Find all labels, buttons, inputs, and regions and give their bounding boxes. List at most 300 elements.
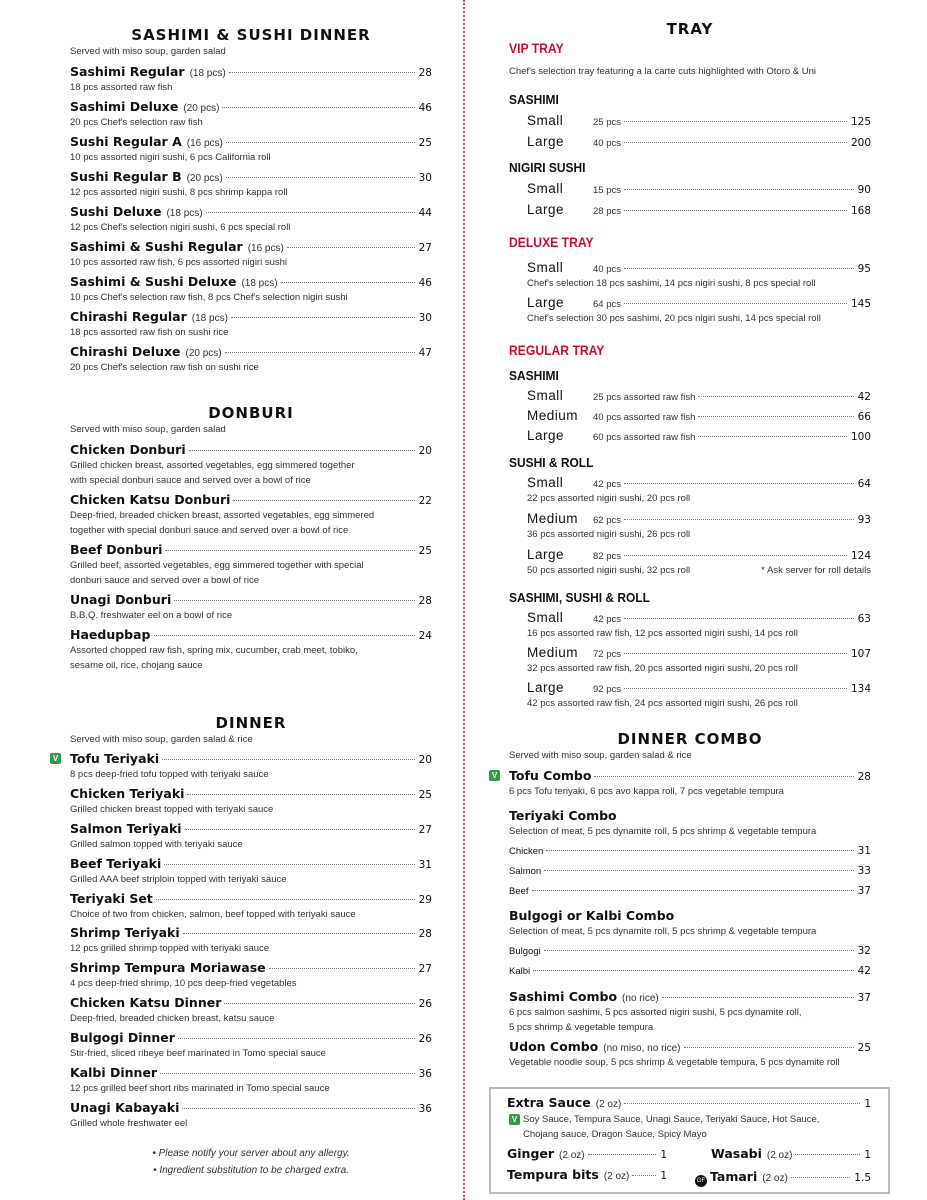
item-qty: (18 pcs) bbox=[166, 208, 203, 219]
regular-sashimi-heading: SASHIMI bbox=[509, 368, 559, 383]
item-price: 1 bbox=[660, 1170, 667, 1182]
option-price: 42 bbox=[857, 965, 871, 977]
item-price: 25 bbox=[857, 1042, 871, 1054]
leader-dots bbox=[281, 282, 415, 283]
leader-dots bbox=[164, 864, 414, 865]
leader-dots bbox=[795, 1154, 860, 1155]
item-price: 1 bbox=[864, 1098, 871, 1110]
item-desc-row bbox=[527, 563, 871, 578]
item-desc: Grilled chicken breast, assorted vegetables, egg simmered together bbox=[70, 460, 355, 471]
menu-item bbox=[70, 274, 432, 305]
item-price: 25 bbox=[418, 545, 432, 557]
leader-dots bbox=[178, 1038, 415, 1039]
item-price: 100 bbox=[850, 431, 871, 443]
item-qty: (18 pcs) bbox=[189, 68, 226, 79]
item-desc: 12 pcs assorted nigiri sushi, 8 pcs shrimp kappa roll bbox=[70, 187, 288, 198]
item-qty: (16 pcs) bbox=[247, 243, 284, 254]
item-desc: 10 pcs assorted raw fish, 6 pcs assorted nigiri sushi bbox=[70, 257, 288, 268]
item-desc: 4 pcs deep-fried shrimp, 10 pcs deep-fried vegetables bbox=[70, 978, 297, 989]
menu-item bbox=[70, 99, 432, 130]
menu-item bbox=[70, 542, 432, 588]
item-name: Large bbox=[527, 428, 565, 443]
menu-item bbox=[70, 239, 432, 270]
leader-dots bbox=[698, 396, 853, 397]
tray-item bbox=[527, 428, 871, 443]
item-qty: 25 pcs bbox=[593, 117, 621, 128]
item-price: 124 bbox=[850, 550, 871, 562]
item-name: Sushi Regular B bbox=[70, 169, 182, 184]
item-desc: B.B.Q. freshwater eel on a bowl of rice bbox=[70, 610, 233, 621]
leader-dots bbox=[185, 829, 415, 830]
item-desc: 12 pcs grilled shrimp topped with teriyaki sauce bbox=[70, 943, 270, 954]
item-price: 20 bbox=[418, 445, 432, 457]
item-price: 46 bbox=[418, 277, 432, 289]
item-name: Extra Sauce bbox=[507, 1095, 591, 1110]
item-name: Sushi Deluxe bbox=[70, 204, 162, 219]
item-name: Medium bbox=[527, 645, 579, 660]
item-desc: 10 pcs assorted nigiri sushi, 6 pcs California roll bbox=[70, 152, 271, 163]
item-price: 36 bbox=[418, 1068, 432, 1080]
item-name: Tofu Teriyaki bbox=[70, 751, 160, 766]
item-price: 27 bbox=[418, 242, 432, 254]
item-price: 28 bbox=[418, 595, 432, 607]
tray-item bbox=[527, 680, 871, 711]
section-title-combo: DINNER COMBO bbox=[617, 730, 763, 748]
tray-item bbox=[527, 113, 871, 128]
menu-item bbox=[70, 592, 432, 623]
leader-dots bbox=[588, 1154, 657, 1155]
tray-item bbox=[527, 134, 871, 149]
item-price: 42 bbox=[857, 391, 871, 403]
leader-dots bbox=[160, 1073, 415, 1074]
option-price: 37 bbox=[857, 885, 871, 897]
item-price: 28 bbox=[418, 928, 432, 940]
item-name: Chirashi Deluxe bbox=[70, 344, 181, 359]
item-qty: (20 pcs) bbox=[185, 348, 222, 359]
item-desc: Assorted chopped raw fish, spring mix, cucumber, crab meet, tobiko, bbox=[70, 645, 358, 656]
item-desc: 18 pcs assorted raw fish on sushi rice bbox=[70, 327, 229, 338]
item-desc: Choice of two from chicken, salmon, beef topped with teriyaki sauce bbox=[70, 909, 356, 920]
item-price: 36 bbox=[418, 1103, 432, 1115]
roll-note: * Ask server for roll details bbox=[761, 565, 871, 576]
item-desc: Grilled salmon topped with teriyaki sauce bbox=[70, 839, 243, 850]
leader-dots bbox=[189, 450, 415, 451]
item-qty: (2 oz) bbox=[559, 1150, 585, 1161]
extra-wasabi bbox=[711, 1146, 871, 1161]
item-name: Sashimi Deluxe bbox=[70, 99, 179, 114]
menu-item bbox=[70, 821, 432, 852]
extras-box bbox=[489, 1087, 890, 1194]
menu-item bbox=[70, 204, 432, 235]
menu-item bbox=[70, 344, 432, 375]
leader-dots bbox=[174, 600, 414, 601]
leader-dots bbox=[162, 759, 415, 760]
tray-item bbox=[527, 475, 871, 506]
item-qty: 40 pcs bbox=[593, 264, 621, 275]
item-price: 107 bbox=[850, 648, 871, 660]
leader-dots bbox=[183, 933, 415, 934]
item-price: 95 bbox=[857, 263, 871, 275]
menu-item bbox=[70, 64, 432, 95]
item-price: 1 bbox=[660, 1149, 667, 1161]
item-desc: Vegetable noodle soup, 5 pcs shrimp & vegetable tempura, 5 pcs dynamite roll bbox=[509, 1057, 840, 1068]
leader-dots bbox=[624, 303, 847, 304]
item-name: Small bbox=[527, 388, 564, 403]
item-price: 200 bbox=[850, 137, 871, 149]
menu-item bbox=[52, 751, 432, 782]
item-desc: Grilled whole freshwater eel bbox=[70, 1118, 188, 1129]
item-desc: donburi sauce and served over a bowl of rice bbox=[70, 575, 260, 586]
item-price: 125 bbox=[850, 116, 871, 128]
item-price: 26 bbox=[418, 998, 432, 1010]
item-qty: (18 pcs) bbox=[241, 278, 278, 289]
option-name: Kalbi bbox=[509, 966, 531, 977]
item-desc: Deep-fried, breaded chicken breast, assorted vegetables, egg simmered bbox=[70, 510, 375, 521]
leader-dots bbox=[187, 794, 414, 795]
item-qty: 82 pcs bbox=[593, 551, 621, 562]
menu-item bbox=[70, 856, 432, 887]
item-name: Bulgogi Dinner bbox=[70, 1030, 175, 1045]
option-price: 32 bbox=[857, 945, 871, 957]
leader-dots bbox=[222, 107, 414, 108]
item-price: 145 bbox=[850, 298, 871, 310]
vip-tray-heading: VIP TRAY bbox=[509, 41, 564, 56]
item-name: Small bbox=[527, 260, 564, 275]
combo-option bbox=[509, 845, 871, 857]
option-price: 31 bbox=[857, 845, 871, 857]
item-desc: Deep-fried, breaded chicken breast, katsu sauce bbox=[70, 1013, 275, 1024]
item-price: 168 bbox=[850, 205, 871, 217]
item-price: 37 bbox=[857, 992, 871, 1004]
combo-option bbox=[509, 865, 871, 877]
item-qty: 42 pcs bbox=[593, 479, 621, 490]
leader-dots bbox=[532, 890, 854, 891]
menu-item bbox=[509, 989, 871, 1035]
section-subtitle: Served with miso soup, garden salad bbox=[70, 46, 226, 57]
item-qty: (2 oz) bbox=[603, 1171, 630, 1182]
section-subtitle: Served with miso soup, garden salad bbox=[70, 424, 226, 435]
leader-dots bbox=[206, 212, 415, 213]
combo-option bbox=[509, 885, 871, 897]
combo-option bbox=[509, 965, 871, 977]
item-qty: 42 pcs bbox=[593, 614, 621, 625]
leader-dots bbox=[624, 210, 847, 211]
item-price: 44 bbox=[418, 207, 432, 219]
item-price: 26 bbox=[418, 1033, 432, 1045]
option-name: Chicken bbox=[509, 846, 544, 857]
item-name: Udon Combo bbox=[509, 1039, 599, 1054]
menu-item bbox=[70, 134, 432, 165]
item-name: Large bbox=[527, 202, 565, 217]
item-name: Large bbox=[527, 295, 565, 310]
item-qty: 40 pcs bbox=[593, 138, 621, 149]
item-qty: 60 pcs assorted raw fish bbox=[593, 432, 696, 443]
item-name: Chicken Katsu Donburi bbox=[70, 492, 231, 507]
sauce-list: Chojang sauce, Dragon Sauce, Spicy Mayo bbox=[523, 1129, 707, 1140]
leader-dots bbox=[544, 870, 853, 871]
leader-dots bbox=[233, 500, 414, 501]
item-name: Sashimi Combo bbox=[509, 989, 618, 1004]
tray-item bbox=[527, 388, 871, 403]
leader-dots bbox=[182, 1108, 414, 1109]
item-price: 31 bbox=[418, 859, 432, 871]
item-desc: 20 pcs Chef's selection raw fish bbox=[70, 117, 203, 128]
item-price: 30 bbox=[418, 172, 432, 184]
menu-item bbox=[70, 442, 432, 488]
leader-dots bbox=[624, 142, 847, 143]
item-qty: (18 pcs) bbox=[191, 313, 228, 324]
leader-dots bbox=[632, 1175, 656, 1176]
item-qty: 92 pcs bbox=[593, 684, 621, 695]
leader-dots bbox=[624, 121, 847, 122]
item-desc: with special donburi sauce and served over a bowl of rice bbox=[70, 475, 311, 486]
item-qty: 40 pcs assorted raw fish bbox=[593, 412, 696, 423]
item-price: 25 bbox=[418, 789, 432, 801]
option-price: 33 bbox=[857, 865, 871, 877]
item-desc: Stir-fried, sliced ribeye beef marinated in Tomo special sauce bbox=[70, 1048, 326, 1059]
option-name: Salmon bbox=[509, 866, 542, 877]
tray-item bbox=[527, 610, 871, 641]
item-qty: 25 pcs assorted raw fish bbox=[593, 392, 696, 403]
item-price: 29 bbox=[418, 894, 432, 906]
vip-nigiri-heading: NIGIRI SUSHI bbox=[509, 160, 586, 175]
menu-item bbox=[70, 1030, 432, 1061]
menu-item bbox=[70, 627, 432, 673]
tray-item bbox=[527, 202, 871, 217]
item-name: Unagi Donburi bbox=[70, 592, 172, 607]
item-desc: Selection of meat, 5 pcs dynamite roll, 5 pcs shrimp & vegetable tempura bbox=[509, 826, 817, 837]
item-price: 28 bbox=[857, 771, 871, 783]
tray-item bbox=[527, 547, 871, 578]
item-desc: 8 pcs deep-fried tofu topped with teriyaki sauce bbox=[70, 769, 269, 780]
item-desc: 22 pcs assorted nigiri sushi, 20 pcs roll bbox=[527, 493, 691, 504]
vegetarian-icon: V bbox=[489, 770, 500, 781]
item-name: Small bbox=[527, 475, 564, 490]
item-price: 22 bbox=[418, 495, 432, 507]
item-price: 64 bbox=[857, 478, 871, 490]
item-desc: together with special donburi sauce and served over a bowl of rice bbox=[70, 525, 349, 536]
leader-dots bbox=[165, 550, 414, 551]
item-desc: Grilled AAA beef striploin topped with teriyaki sauce bbox=[70, 874, 287, 885]
item-name: Small bbox=[527, 113, 564, 128]
leader-dots bbox=[624, 189, 854, 190]
item-price: 93 bbox=[857, 514, 871, 526]
extra-tamari bbox=[695, 1169, 871, 1186]
item-qty: 72 pcs bbox=[593, 649, 621, 660]
item-price: 90 bbox=[857, 184, 871, 196]
leader-dots bbox=[156, 899, 415, 900]
leader-dots bbox=[662, 997, 854, 998]
menu-item bbox=[70, 1100, 432, 1131]
section-title-sashimi-sushi: SASHIMI & SUSHI DINNER bbox=[131, 26, 371, 44]
vip-tray-desc: Chef's selection tray featuring a la carte cuts highlighted with Otoro & Uni bbox=[509, 66, 817, 77]
item-name: Salmon Teriyaki bbox=[70, 821, 182, 836]
leader-dots bbox=[624, 483, 854, 484]
leader-dots bbox=[624, 1103, 860, 1104]
item-desc: 12 pcs grilled beef short ribs marinated in Tomo special sauce bbox=[70, 1083, 330, 1094]
menu-item bbox=[70, 891, 432, 922]
item-price: 28 bbox=[418, 67, 432, 79]
item-name: Sashimi Regular bbox=[70, 64, 185, 79]
item-price: 30 bbox=[418, 312, 432, 324]
section-subtitle: Served with miso soup, garden salad & rice bbox=[509, 750, 692, 761]
item-desc: 50 pcs assorted nigiri sushi, 32 pcs roll bbox=[527, 565, 691, 576]
item-desc: Grilled chicken breast topped with teriyaki sauce bbox=[70, 804, 274, 815]
gluten-free-icon: GF bbox=[695, 1175, 707, 1187]
leader-dots bbox=[624, 519, 854, 520]
item-name: Sushi Regular A bbox=[70, 134, 182, 149]
item-price: 1.5 bbox=[854, 1172, 871, 1184]
item-name: Haedupbap bbox=[70, 627, 151, 642]
combo-option bbox=[509, 945, 871, 957]
item-name: Bulgogi or Kalbi Combo bbox=[509, 908, 675, 923]
leader-dots bbox=[546, 850, 853, 851]
item-qty: 28 pcs bbox=[593, 206, 621, 217]
leader-dots bbox=[624, 555, 847, 556]
item-qty: (no miso, no rice) bbox=[603, 1043, 681, 1054]
section-title-donburi: DONBURI bbox=[208, 404, 294, 422]
item-name: Unagi Kabayaki bbox=[70, 1100, 180, 1115]
menu-item bbox=[70, 925, 432, 956]
sauce-list: Soy Sauce, Tempura Sauce, Unagi Sauce, Teriyaki Sauce, Hot Sauce, bbox=[523, 1114, 820, 1125]
deluxe-tray-heading: DELUXE TRAY bbox=[509, 235, 594, 250]
item-name: Chicken Katsu Dinner bbox=[70, 995, 222, 1010]
item-name: Kalbi Dinner bbox=[70, 1065, 158, 1080]
item-name: Chicken Teriyaki bbox=[70, 786, 185, 801]
menu-item bbox=[491, 768, 871, 799]
section-title-tray: TRAY bbox=[666, 20, 714, 38]
leader-dots bbox=[229, 72, 415, 73]
extra-tempura-bits bbox=[507, 1167, 667, 1182]
menu-item bbox=[509, 908, 871, 939]
item-price: 1 bbox=[864, 1149, 871, 1161]
item-name: Small bbox=[527, 610, 564, 625]
item-qty: 64 pcs bbox=[593, 299, 621, 310]
item-name: Shrimp Tempura Moriawase bbox=[70, 960, 266, 975]
extra-sauce bbox=[507, 1095, 871, 1110]
section-title-dinner: DINNER bbox=[215, 714, 287, 732]
leader-dots bbox=[624, 618, 854, 619]
tray-item bbox=[527, 181, 871, 196]
leader-dots bbox=[594, 776, 853, 777]
item-desc: 36 pcs assorted nigiri sushi, 26 pcs roll bbox=[527, 529, 691, 540]
column-divider bbox=[463, 0, 465, 1200]
item-price: 134 bbox=[850, 683, 871, 695]
menu-item bbox=[70, 169, 432, 200]
item-name: Tofu Combo bbox=[509, 768, 592, 783]
tray-item bbox=[527, 645, 871, 676]
menu-item bbox=[70, 960, 432, 991]
ssr-heading: SASHIMI, SUSHI & ROLL bbox=[509, 590, 650, 605]
leader-dots bbox=[791, 1177, 850, 1178]
leader-dots bbox=[231, 317, 415, 318]
item-name: Teriyaki Combo bbox=[509, 808, 617, 823]
item-name: Ginger bbox=[507, 1146, 555, 1161]
item-desc: 42 pcs assorted raw fish, 24 pcs assorted nigiri sushi, 26 pcs roll bbox=[527, 698, 798, 709]
item-name: Tamari bbox=[710, 1169, 758, 1184]
tray-item bbox=[527, 295, 871, 326]
item-price: 24 bbox=[418, 630, 432, 642]
item-desc: 12 pcs Chef's selection nigiri sushi, 6 pcs special roll bbox=[70, 222, 291, 233]
tray-item bbox=[527, 260, 871, 291]
leader-dots bbox=[224, 1003, 414, 1004]
item-qty: (2 oz) bbox=[762, 1173, 788, 1184]
sushi-roll-heading: SUSHI & ROLL bbox=[509, 455, 594, 470]
leader-dots bbox=[698, 416, 853, 417]
item-name: Sashimi & Sushi Regular bbox=[70, 239, 243, 254]
menu-item bbox=[509, 1039, 871, 1070]
regular-tray-heading: REGULAR TRAY bbox=[509, 343, 605, 358]
menu-item bbox=[509, 808, 871, 839]
leader-dots bbox=[698, 436, 847, 437]
item-name: Teriyaki Set bbox=[70, 891, 153, 906]
item-price: 27 bbox=[418, 824, 432, 836]
item-desc: 6 pcs Tofu teriyaki, 6 pcs avo kappa roll, 7 pcs vegetable tempura bbox=[509, 786, 784, 797]
item-desc: Grilled beef, assorted vegetables, egg simmered together with special bbox=[70, 560, 364, 571]
tray-item bbox=[527, 511, 871, 542]
item-desc: sesame oil, rice, chojang sauce bbox=[70, 660, 203, 671]
tray-item bbox=[527, 408, 871, 423]
item-desc: 5 pcs shrimp & vegetable tempura bbox=[509, 1022, 654, 1033]
item-price: 46 bbox=[418, 102, 432, 114]
item-qty: (16 pcs) bbox=[186, 138, 223, 149]
leader-dots bbox=[684, 1047, 854, 1048]
option-name: Bulgogi bbox=[509, 946, 541, 957]
allergy-note: • Please notify your server about any allergy. bbox=[152, 1148, 350, 1159]
item-price: 63 bbox=[857, 613, 871, 625]
item-price: 25 bbox=[418, 137, 432, 149]
leader-dots bbox=[287, 247, 415, 248]
item-desc: 10 pcs Chef's selection raw fish, 8 pcs Chef's selection nigiri sushi bbox=[70, 292, 348, 303]
item-price: 66 bbox=[857, 411, 871, 423]
menu-item bbox=[70, 1065, 432, 1096]
leader-dots bbox=[624, 688, 847, 689]
item-desc: 6 pcs salmon sashimi, 5 pcs assorted nigiri sushi, 5 pcs dynamite roll, bbox=[509, 1007, 802, 1018]
leader-dots bbox=[544, 950, 854, 951]
item-name: Sashimi & Sushi Deluxe bbox=[70, 274, 237, 289]
item-name: Wasabi bbox=[711, 1146, 762, 1161]
leader-dots bbox=[624, 268, 854, 269]
menu-item bbox=[70, 492, 432, 538]
item-qty: (2 oz) bbox=[595, 1099, 622, 1110]
leader-dots bbox=[269, 968, 415, 969]
item-name: Large bbox=[527, 547, 565, 562]
item-qty: (2 oz) bbox=[766, 1150, 793, 1161]
extra-ginger bbox=[507, 1146, 667, 1161]
leader-dots bbox=[226, 177, 415, 178]
item-name: Beef Teriyaki bbox=[70, 856, 162, 871]
item-qty: (20 pcs) bbox=[186, 173, 223, 184]
leader-dots bbox=[533, 970, 854, 971]
item-name: Small bbox=[527, 181, 564, 196]
section-subtitle: Served with miso soup, garden salad & rice bbox=[70, 734, 253, 745]
item-name: Tempura bits bbox=[507, 1167, 599, 1182]
item-name: Large bbox=[527, 680, 565, 695]
item-qty: (no rice) bbox=[622, 993, 659, 1004]
item-desc: Chef's selection 30 pcs sashimi, 20 pcs nigiri sushi, 14 pcs special roll bbox=[527, 313, 821, 324]
item-name: Beef Donburi bbox=[70, 542, 163, 557]
leader-dots bbox=[154, 635, 415, 636]
item-qty: 15 pcs bbox=[593, 185, 621, 196]
item-desc: 16 pcs assorted raw fish, 12 pcs assorted nigiri sushi, 14 pcs roll bbox=[527, 628, 798, 639]
menu-item bbox=[70, 786, 432, 817]
vegetarian-icon: V bbox=[50, 753, 61, 764]
item-name: Chicken Donburi bbox=[70, 442, 186, 457]
item-desc: 32 pcs assorted raw fish, 20 pcs assorted nigiri sushi, 20 pcs roll bbox=[527, 663, 798, 674]
leader-dots bbox=[225, 352, 415, 353]
item-price: 27 bbox=[418, 963, 432, 975]
substitution-note: • Ingredient substitution to be charged extra. bbox=[153, 1165, 349, 1176]
